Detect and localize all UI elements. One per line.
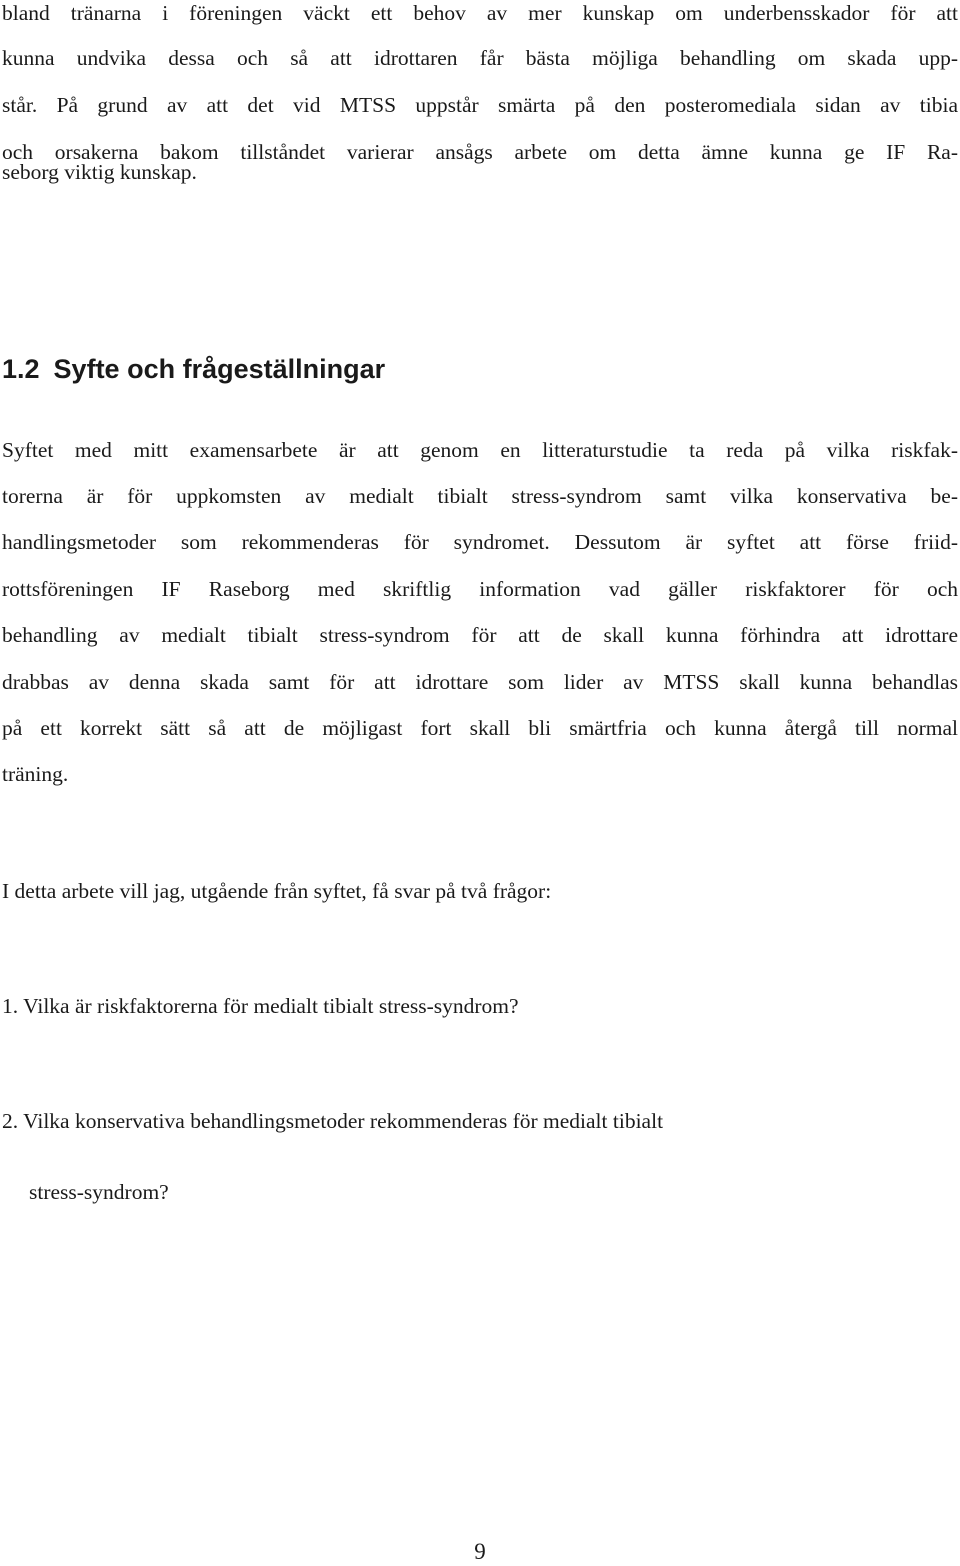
questions-intro: I detta arbete vill jag, utgående från syftet, få svar på två frågor: <box>2 879 552 903</box>
question-2-line-1: 2. Vilka konservativa behandlingsmetoder rekommenderas för medialt tibialt <box>2 1109 664 1133</box>
page-number: 9 <box>474 1539 486 1564</box>
purpose-line-4: rottsföreningen IF Raseborg med skriftlig information vad gäller riskfaktorer för och <box>2 577 958 601</box>
intro-line-5: seborg viktig kunskap. <box>2 160 197 184</box>
question-2-line-2: stress-syndrom? <box>29 1180 169 1204</box>
purpose-line-3: handlingsmetoder som rekommenderas för syndromet. Dessutom är syftet att förse friid- <box>2 530 958 554</box>
purpose-line-7: på ett korrekt sätt så att de möjligast fort skall bli smärtfria och kunna återgå till normal <box>2 716 958 740</box>
intro-line-1: bland tränarna i föreningen väckt ett behov av mer kunskap om underbensskador för att <box>2 1 958 25</box>
intro-line-4: och orsakerna bakom tillståndet varierar ansågs arbete om detta ämne kunna ge IF Ra- <box>2 140 958 164</box>
purpose-line-8: träning. <box>2 762 69 786</box>
intro-line-2: kunna undvika dessa och så att idrottaren får bästa möjliga behandling om skada upp- <box>2 46 958 70</box>
question-1: 1. Vilka är riskfaktorerna för medialt tibialt stress-syndrom? <box>2 994 519 1018</box>
purpose-line-1: Syftet med mitt examensarbete är att genom en litteraturstudie ta reda på vilka riskfak- <box>2 438 958 462</box>
section-number: 1.2 <box>2 354 40 384</box>
intro-line-3: står. På grund av att det vid MTSS uppstår smärta på den posteromediala sidan av tibia <box>2 93 958 117</box>
purpose-line-5: behandling av medialt tibialt stress-syndrom för att de skall kunna förhindra att idrottare <box>2 623 958 647</box>
section-heading <box>2 352 385 386</box>
purpose-line-6: drabbas av denna skada samt för att idrottare som lider av MTSS skall kunna behandlas <box>2 670 958 694</box>
purpose-line-2: torerna är för uppkomsten av medialt tibialt stress-syndrom samt vilka konservativa be- <box>2 484 958 508</box>
section-title: Syfte och frågeställningar <box>53 354 386 384</box>
